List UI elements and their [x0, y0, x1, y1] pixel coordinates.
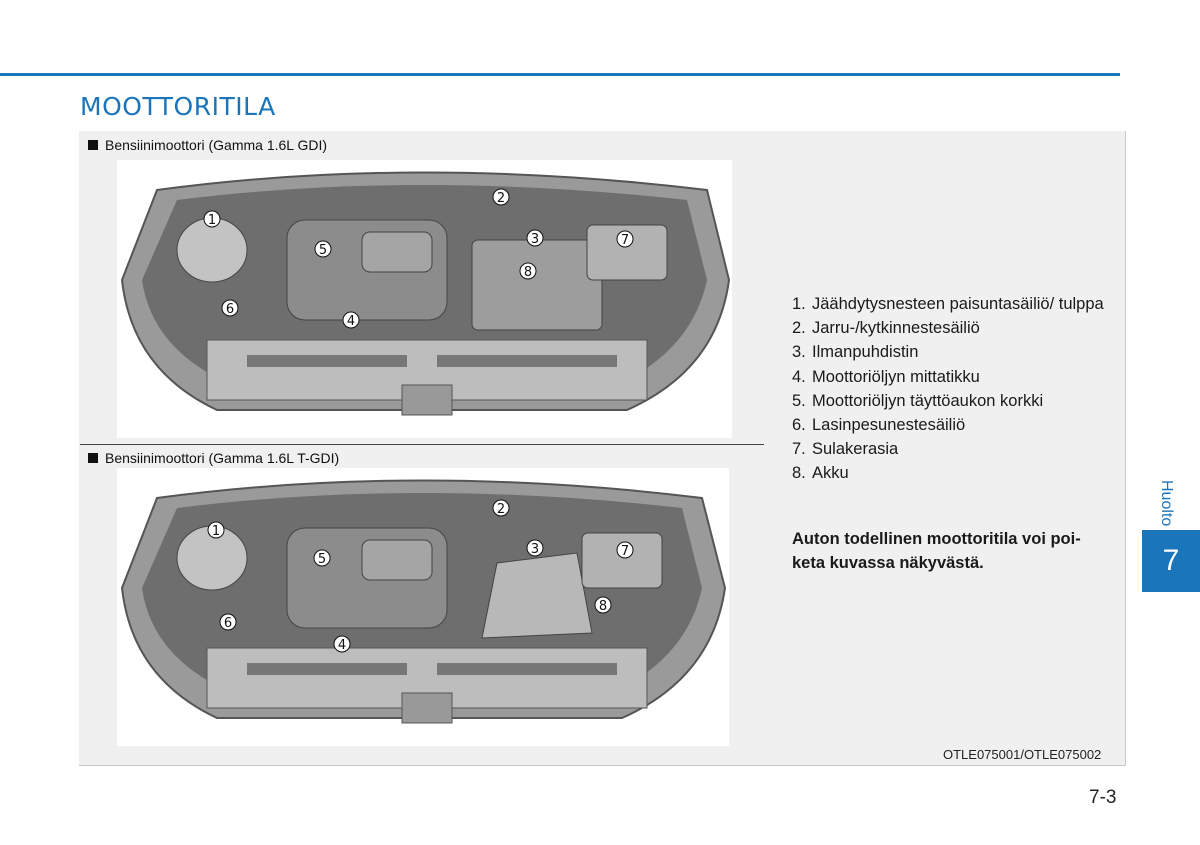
chapter-tab: 7 — [1142, 530, 1200, 592]
page-title: MOOTTORITILA — [80, 92, 276, 121]
engine-illustration-1 — [117, 160, 732, 438]
svg-text:8: 8 — [523, 265, 533, 280]
figure-caption-2 — [88, 450, 339, 466]
engine-bay-1 — [122, 173, 729, 416]
square-bullet-icon — [88, 453, 98, 463]
svg-text:1: 1 — [211, 524, 221, 539]
legend-item: 8. Akku — [792, 464, 849, 483]
svg-text:2: 2 — [496, 191, 506, 206]
svg-text:3: 3 — [530, 542, 540, 557]
figure-divider — [80, 444, 764, 445]
svg-text:4: 4 — [337, 638, 347, 653]
figure-code: OTLE075001/OTLE075002 — [943, 747, 1102, 762]
figure-caption-2-text: Bensiinimoottori (Gamma 1.6L T-GDI) — [105, 450, 340, 466]
top-rule — [0, 73, 1120, 76]
svg-text:3: 3 — [530, 232, 540, 247]
chapter-label: Huolto — [1158, 479, 1175, 527]
legend-item: 2. Jarru-/kytkinnestesäiliö — [792, 319, 980, 338]
svg-text:6: 6 — [225, 302, 235, 317]
legend-list — [792, 292, 1112, 486]
svg-text:6: 6 — [223, 616, 233, 631]
legend-item: 7. Sulakerasia — [792, 440, 899, 459]
disclaimer-note: Auton todellinen moottoritila voi poi-keta kuvassa näkyvästä. — [792, 530, 1081, 572]
engine-bay-2 — [122, 481, 725, 724]
legend-item: 6. Lasinpesunestesäiliö — [792, 416, 966, 435]
svg-text:7: 7 — [620, 233, 630, 248]
svg-text:5: 5 — [318, 243, 328, 258]
svg-text:5: 5 — [317, 552, 327, 567]
engine-illustration-2 — [117, 468, 729, 746]
legend-item: 3. Ilmanpuhdistin — [792, 343, 919, 362]
legend-item: 1. Jäähdytysnesteen paisuntasäiliö/ tulppa — [792, 295, 1104, 313]
svg-text:4: 4 — [346, 314, 356, 329]
legend-item: 4. Moottoriöljyn mittatikku — [792, 367, 980, 386]
figure-caption-1-text: Bensiinimoottori (Gamma 1.6L GDI) — [105, 137, 327, 153]
page-number: 7-3 — [1089, 787, 1117, 808]
svg-text:2: 2 — [496, 502, 506, 517]
svg-text:1: 1 — [207, 213, 217, 228]
legend-item: 5. Moottoriöljyn täyttöaukon korkki — [792, 391, 1044, 410]
figure-caption-1 — [88, 137, 327, 153]
svg-text:7: 7 — [620, 544, 630, 559]
svg-text:8: 8 — [598, 599, 608, 614]
square-bullet-icon — [88, 140, 98, 150]
